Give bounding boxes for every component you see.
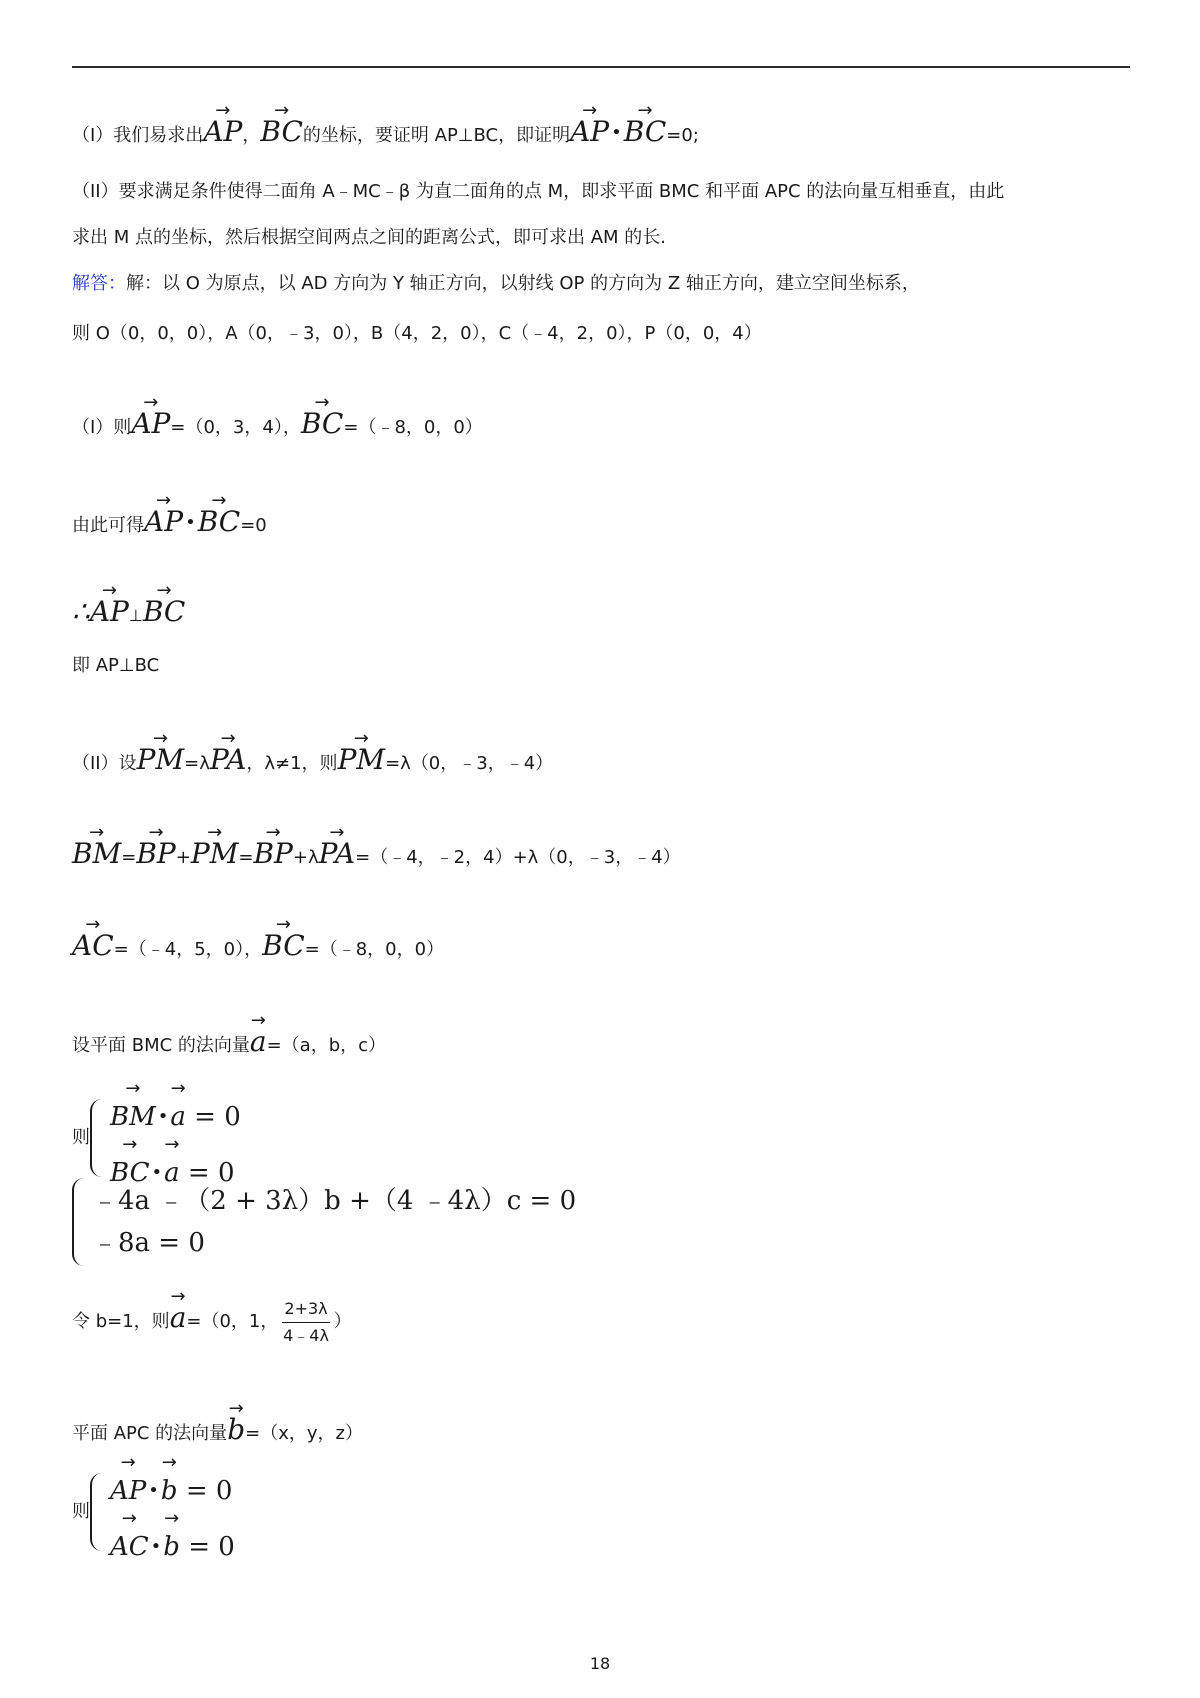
vector-bc: → BC — [143, 584, 186, 626]
part-2-setup: （II）设→ PM=λ→ PA，λ≠1，则→ PM=λ（0，﹣3，﹣4） — [72, 732, 553, 776]
vector-bm: → BM — [72, 826, 121, 868]
vector-bc: → BC — [198, 494, 241, 536]
left-brace — [90, 1099, 104, 1177]
vector-bc: → BC — [260, 104, 303, 146]
vector-ap: → AP — [144, 494, 183, 536]
vector-pa: → PA — [319, 826, 356, 868]
normal-vector-a-value: 令 b=1，则→ a=（0，1， $\frac{2+3\lambda}{4﹣4\lambda}$ ） — [72, 1290, 352, 1348]
equation-row: → BM •→ a = 0 — [110, 1082, 241, 1138]
vector-ap: → AP — [570, 104, 609, 146]
vector-pm: → PM — [338, 732, 386, 774]
dot-product-line: 由此可得→ AP •→ BC=0 — [72, 494, 267, 538]
vector-ap: → AP — [203, 104, 242, 146]
vector-pm: → PM — [137, 732, 185, 774]
vector-bc: → BC — [301, 396, 344, 438]
equation-row: ﹣8a = 0 — [92, 1228, 205, 1258]
analysis-part-2-line-1: （II）要求满足条件使得二面角 A﹣MC﹣β 为直二面角的点 M，即求平面 BMC 和平面 APC 的法向量互相垂直，由此 — [72, 181, 1005, 202]
vector-bc: → BC — [624, 104, 667, 146]
equation-system-expanded — [72, 1178, 576, 1266]
ap-perp-bc: 即 AP⊥BC — [72, 655, 160, 676]
equation-row: → AC •→ b = 0 — [110, 1512, 235, 1568]
perpendicular-conclusion: ∴→ AP⊥→ BC — [72, 584, 185, 628]
vector-bm-expansion: → BM=→ BP+→ PM=→ BP+λ→ PA=（﹣4，﹣2，4）+λ（0，﹣3，﹣4） — [72, 826, 681, 870]
dot-operator: • — [611, 122, 622, 143]
solution-intro: 解答：解：以 O 为原点，以 AD 方向为 Y 轴正方向，以射线 OP 的方向为 Z 轴正方向，建立空间坐标系， — [72, 273, 920, 294]
vector-bp: → BP — [253, 826, 292, 868]
vector-b: → b — [227, 1402, 245, 1444]
vector-bp: → BP — [136, 826, 175, 868]
vector-a: → a — [170, 1290, 187, 1332]
equation-system-bmc: 则 → BM •→ a = 0 → BC •→ a = 0 — [72, 1082, 241, 1194]
left-brace — [72, 1178, 86, 1266]
analysis-part-1: （I）我们易求出→ AP，→ BC的坐标，要证明 AP⊥BC，即证明→ AP •→ BC=0; — [72, 104, 699, 148]
vector-a: → a — [250, 1014, 267, 1056]
normal-vector-b-def: 平面 APC 的法向量→ b=（x，y，z） — [72, 1402, 363, 1446]
page-number: 18 — [589, 1654, 611, 1673]
answer-label: 解答： — [72, 273, 126, 294]
left-brace — [90, 1473, 104, 1551]
normal-vector-a-def: 设平面 BMC 的法向量→ a=（a，b，c） — [72, 1014, 386, 1058]
equation-system-apc: 则 → AP •→ b = 0 → AC •→ b = 0 — [72, 1456, 235, 1568]
vector-bc: → BC — [262, 918, 305, 960]
fraction: $\frac{2+3\lambda}{4﹣4\lambda}$ — [283, 1298, 329, 1345]
vector-pa: → PA — [210, 732, 247, 774]
vector-ap: → AP — [90, 584, 129, 626]
vector-pm: → PM — [191, 826, 239, 868]
equation-row: → AP •→ b = 0 — [110, 1456, 235, 1512]
equation-row: ﹣4a ﹣（2 + 3λ）b +（4 ﹣4λ）c = 0 — [92, 1186, 577, 1216]
dot-operator: • — [185, 512, 196, 533]
vector-ap: → AP — [131, 396, 170, 438]
equation-row: → BC •→ a = 0 — [110, 1138, 241, 1194]
vector-ac: → AC — [72, 918, 114, 960]
vectors-ac-bc: → AC=（﹣4，5，0），→ BC=（﹣8，0，0） — [72, 918, 444, 962]
coordinates-line: 则 O（0，0，0），A（0，﹣3，0），B（4，2，0），C（﹣4，2，0），P（0，0，4） — [72, 323, 762, 344]
part-1-vectors: （I）则→ AP=（0，3，4），→ BC=（﹣8，0，0） — [72, 396, 483, 440]
analysis-part-2-line-2: 求出 M 点的坐标，然后根据空间两点之间的距离公式，即可求出 AM 的长. — [72, 227, 666, 248]
header-rule — [72, 66, 1130, 68]
